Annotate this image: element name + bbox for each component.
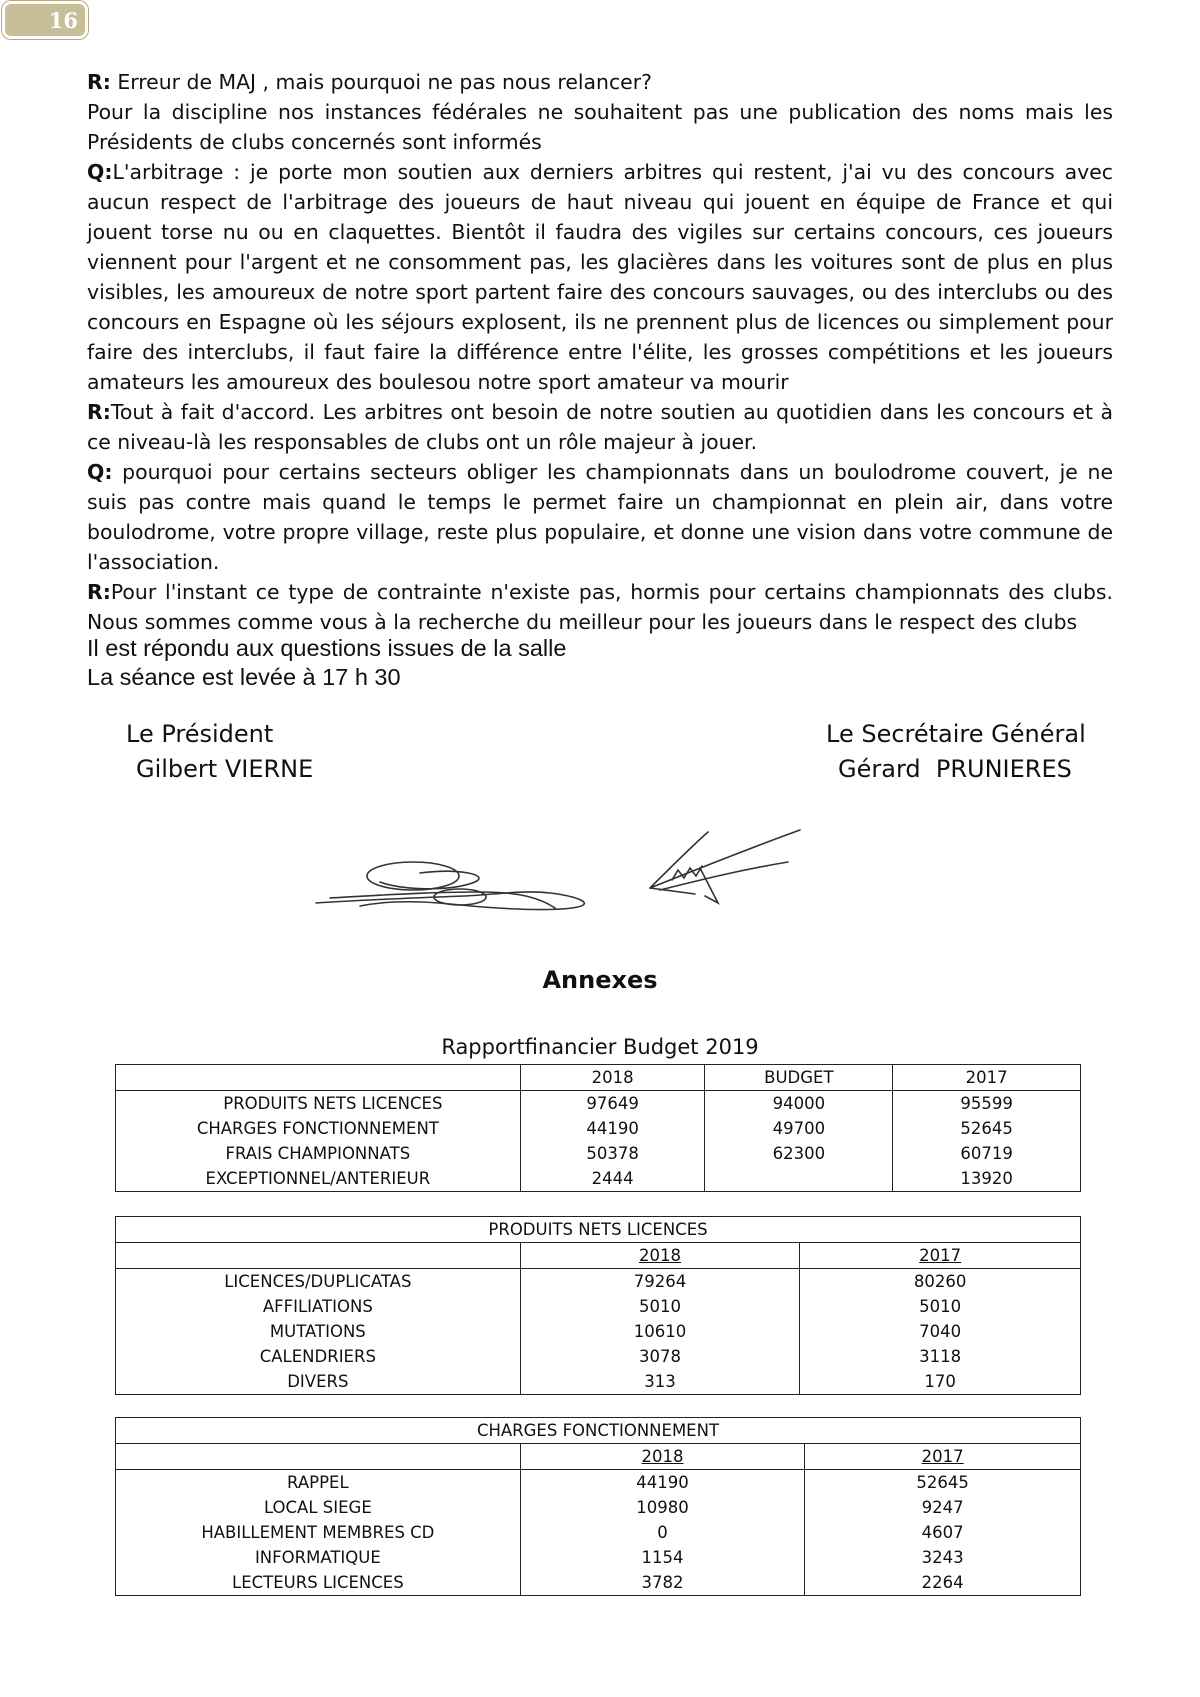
table-header: BUDGET	[705, 1065, 893, 1091]
row-label: DIVERS	[116, 1369, 521, 1395]
table-cell: 1154	[520, 1545, 805, 1570]
paragraph-text: L'arbitrage : je porte mon soutien aux derniers arbitres qui restent, j'ai vu des concours avec aucun respect de l'arbitrage des joueurs de haut niveau qui jouent en équipe de France et qui jouent torse nu ou en claquettes. Bientôt il faudra des vigiles sur certains concours, ces joueurs viennent pour l'argent et ne consomment pas, les glacières dans les voitures sont de plus en plus visibles, les amoureux de notre sport partent faire des concours sauvages, ou des interclubs ou des concours en Espagne où les séjours explosent, ils ne prennent plus de licences ou simplement pour faire des interclubs, il faut faire la différence entre l'élite, les grosses compétitions et les joueurs amateurs les amoureux des boulesou notre sport amateur va mourir	[87, 160, 1113, 394]
table-title-row	[116, 1217, 1081, 1243]
table-header	[116, 1065, 521, 1091]
table-cell: 52645	[893, 1116, 1081, 1141]
paragraph-tag: Q:	[87, 460, 113, 484]
table-header: 2017	[800, 1243, 1081, 1269]
table-cell: 5010	[800, 1294, 1081, 1319]
table-row	[116, 1520, 1081, 1545]
row-label: FRAIS CHAMPIONNATS	[116, 1141, 521, 1166]
paragraph-text: Erreur de MAJ , mais pourquoi ne pas nous relancer?	[110, 70, 652, 94]
table-cell: 3243	[805, 1545, 1081, 1570]
paragraph-tag: R:	[87, 580, 111, 604]
paragraph-tag: R:	[87, 70, 111, 94]
table-cell	[705, 1166, 893, 1192]
table-header	[116, 1243, 521, 1269]
table-cell: 60719	[893, 1141, 1081, 1166]
table-row	[116, 1141, 1081, 1166]
row-label: RAPPEL	[116, 1470, 521, 1496]
table-row	[116, 1294, 1081, 1319]
paragraph	[87, 457, 1113, 577]
table-row	[116, 1091, 1081, 1117]
table-cell: 3118	[800, 1344, 1081, 1369]
paragraph-tag: Q:	[87, 160, 113, 184]
row-label: MUTATIONS	[116, 1319, 521, 1344]
president-signatory	[126, 717, 313, 787]
row-label: EXCEPTIONNEL/ANTERIEUR	[116, 1166, 521, 1192]
table-header: 2017	[893, 1065, 1081, 1091]
body-text	[87, 67, 1113, 637]
paragraph	[87, 157, 1113, 397]
table-header: 2018	[520, 1243, 800, 1269]
table-header-row	[116, 1444, 1081, 1470]
table-cell: 97649	[520, 1091, 705, 1117]
table-cell: 13920	[893, 1166, 1081, 1192]
table-row	[116, 1545, 1081, 1570]
signatory-title: Le Secrétaire Général	[826, 720, 1086, 748]
table-cell: 0	[520, 1520, 805, 1545]
row-label: LICENCES/DUPLICATAS	[116, 1269, 521, 1295]
row-label: LOCAL SIEGE	[116, 1495, 521, 1520]
row-label: PRODUITS NETS LICENCES	[116, 1091, 521, 1117]
annexes-heading: Annexes	[542, 966, 658, 994]
table-cell: 62300	[705, 1141, 893, 1166]
table-cell: 94000	[705, 1091, 893, 1117]
page-number-badge	[2, 1, 88, 39]
row-label: CALENDRIERS	[116, 1344, 521, 1369]
table-title: CHARGES FONCTIONNEMENT	[116, 1418, 1081, 1444]
row-label: CHARGES FONCTIONNEMENT	[116, 1116, 521, 1141]
paragraph-text: Pour l'instant ce type de contrainte n'existe pas, hormis pour certains championnats des clubs. Nous sommes comme vous à la recherche du meilleur pour les joueurs dans le respect des clubs	[87, 580, 1113, 634]
paragraph-text: Pour la discipline nos instances fédérales ne souhaitent pas une publication des noms mais les Présidents de clubs concernés sont informés	[87, 100, 1113, 154]
table-cell: 49700	[705, 1116, 893, 1141]
table-row	[116, 1570, 1081, 1596]
row-label: INFORMATIQUE	[116, 1545, 521, 1570]
paragraph-text: Tout à fait d'accord. Les arbitres ont besoin de notre soutien au quotidien dans les concours et à ce niveau-là les responsables de clubs ont un rôle majeur à jouer.	[87, 400, 1113, 454]
paragraph	[87, 97, 1113, 157]
table-cell: 95599	[893, 1091, 1081, 1117]
paragraph	[87, 397, 1113, 457]
table-title-row	[116, 1418, 1081, 1444]
table-header: 2018	[520, 1065, 705, 1091]
row-label: HABILLEMENT MEMBRES CD	[116, 1520, 521, 1545]
closing-line: Il est répondu aux questions issues de la salle	[87, 635, 567, 661]
signatory-name: Gilbert VIERNE	[136, 755, 314, 783]
table-cell: 79264	[520, 1269, 800, 1295]
signatory-title: Le Président	[126, 720, 274, 748]
table-cell: 5010	[520, 1294, 800, 1319]
table-cell: 170	[800, 1369, 1081, 1395]
charges-table	[115, 1417, 1081, 1596]
secretary-signature	[650, 830, 800, 903]
table-row	[116, 1369, 1081, 1395]
table-row	[116, 1269, 1081, 1295]
row-label: AFFILIATIONS	[116, 1294, 521, 1319]
secretary-signatory	[826, 717, 1086, 787]
table-cell: 2444	[520, 1166, 705, 1192]
table-cell: 3782	[520, 1570, 805, 1596]
table-row	[116, 1166, 1081, 1192]
handwritten-signatures	[300, 818, 840, 928]
table-cell: 44190	[520, 1470, 805, 1496]
table-title: PRODUITS NETS LICENCES	[116, 1217, 1081, 1243]
closing-line: La séance est levée à 17 h 30	[87, 664, 401, 690]
table-cell: 10610	[520, 1319, 800, 1344]
table-row	[116, 1470, 1081, 1496]
table-cell: 50378	[520, 1141, 705, 1166]
table-cell: 44190	[520, 1116, 705, 1141]
table-header	[116, 1444, 521, 1470]
table-header-row	[116, 1065, 1081, 1091]
table-cell: 9247	[805, 1495, 1081, 1520]
table-cell: 4607	[805, 1520, 1081, 1545]
table-cell: 52645	[805, 1470, 1081, 1496]
paragraph	[87, 577, 1113, 637]
table-cell: 3078	[520, 1344, 800, 1369]
table-row	[116, 1495, 1081, 1520]
table-cell: 2264	[805, 1570, 1081, 1596]
closing-statement	[87, 634, 566, 692]
page-number: 16	[48, 8, 78, 33]
table-row	[116, 1116, 1081, 1141]
budget-table-title: Rapportfinancier Budget 2019	[441, 1035, 759, 1059]
paragraph	[87, 67, 1113, 97]
table-cell: 313	[520, 1369, 800, 1395]
paragraph-tag: R:	[87, 400, 111, 424]
table-row	[116, 1319, 1081, 1344]
signatory-name: Gérard PRUNIERES	[838, 755, 1072, 783]
table-header-row	[116, 1243, 1081, 1269]
table-header: 2018	[520, 1444, 805, 1470]
licences-table	[115, 1216, 1081, 1395]
table-cell: 80260	[800, 1269, 1081, 1295]
table-cell: 7040	[800, 1319, 1081, 1344]
budget-table	[115, 1064, 1081, 1192]
table-header: 2017	[805, 1444, 1081, 1470]
president-signature	[316, 862, 584, 910]
row-label: LECTEURS LICENCES	[116, 1570, 521, 1596]
table-row	[116, 1344, 1081, 1369]
paragraph-text: pourquoi pour certains secteurs obliger les championnats dans un boulodrome couvert, je ne suis pas contre mais quand le temps le permet faire un championnat en plein air, dans votre boulodrome, votre propre village, reste plus populaire, et donne une vision dans votre commune de l'association.	[87, 460, 1113, 574]
table-cell: 10980	[520, 1495, 805, 1520]
